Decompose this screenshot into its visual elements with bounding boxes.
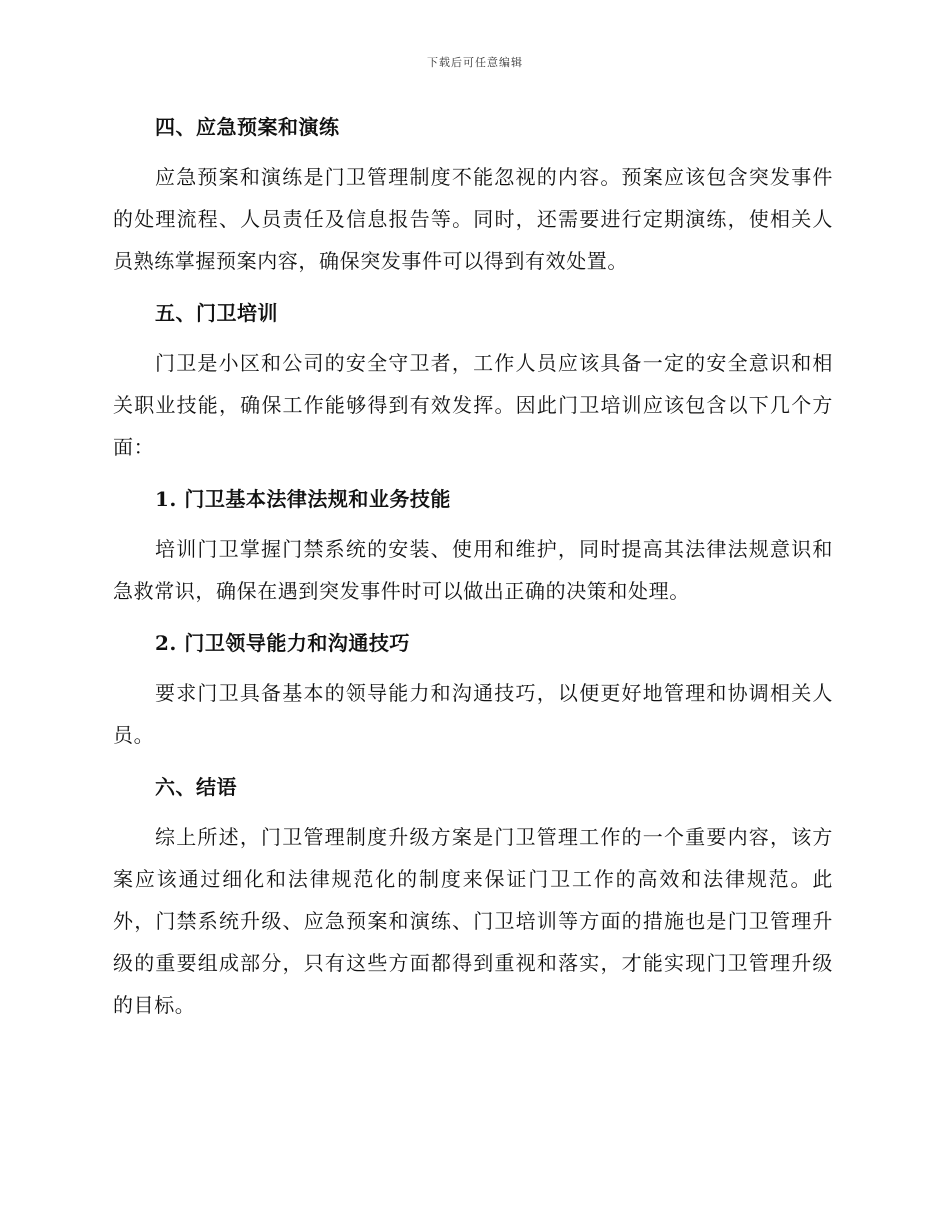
section-heading-emergency-plan: 四、应急预案和演练	[155, 115, 340, 139]
document-body	[113, 110, 833, 1026]
section-heading-guard-training: 五、门卫培训	[155, 301, 278, 325]
paragraph-leadership-communication: 要求门卫具备基本的领导能力和沟通技巧，以便更好地管理和协调相关人员。	[113, 681, 833, 747]
paragraph-emergency-plan: 应急预案和演练是门卫管理制度不能忽视的内容。预案应该包含突发事件的处理流程、人员责任及信息报告等。同时，还需要进行定期演练，使相关人员熟练掌握预案内容，确保突发事件可以得到有效处置。	[113, 165, 833, 273]
paragraph-conclusion: 综上所述，门卫管理制度升级方案是门卫管理工作的一个重要内容，该方案应该通过细化和法律规范化的制度来保证门卫工作的高效和法律规范。此外，门禁系统升级、应急预案和演练、门卫培训等方面的措施也是门卫管理升级的重要组成部分，只有这些方面都得到重视和落实，才能实现门卫管理升级的目标。	[113, 825, 833, 1017]
paragraph-law-and-skills: 培训门卫掌握门禁系统的安装、使用和维护，同时提高其法律法规意识和急救常识，确保在遇到突发事件时可以做出正确的决策和处理。	[113, 537, 833, 603]
section-heading-conclusion: 六、结语	[155, 775, 237, 799]
subheading-law-and-skills: 1. 门卫基本法律法规和业务技能	[155, 487, 451, 511]
paragraph-guard-training: 门卫是小区和公司的安全守卫者，工作人员应该具备一定的安全意识和相关职业技能，确保工作能够得到有效发挥。因此门卫培训应该包含以下几个方面：	[113, 351, 833, 459]
subheading-leadership-communication: 2. 门卫领导能力和沟通技巧	[155, 631, 410, 655]
header-note: 下载后可任意编辑	[427, 56, 523, 69]
